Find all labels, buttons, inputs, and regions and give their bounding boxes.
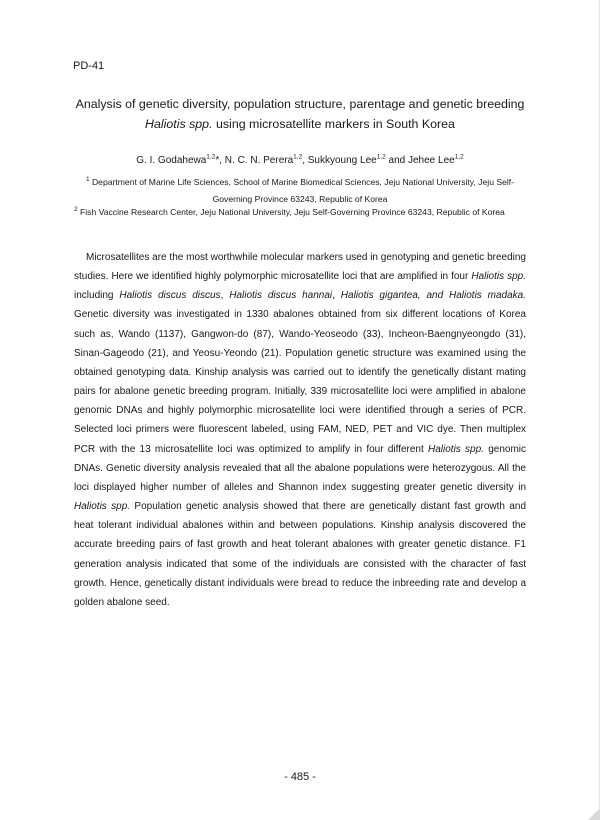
affiliation-2-sup: 2 bbox=[74, 206, 78, 214]
abstract-text: genomic DNAs. Genetic diversity analysis revealed that all the abalone populations were heterozygous. All the loci displayed higher number of alleles and Shannon index suggesting greater genetic diversity in bbox=[74, 443, 526, 493]
species-name: Haliotis gigantea, and Haliotis madaka. bbox=[340, 290, 527, 302]
abstract-text: Genetic diversity was investigated in 1330 abalones obtained from six different locations of Korea such as, Wando (1137), Gangwon-do (87), Wando-Yeoseodo (33), Incheon-Baengnyeongdo (31), Sinan-Gageodo (21), and Yeosu-Yeondo (21). Population genetic structure was examined using the obtained genotyping data. Kinship analysis was carried out to identify the genetically distant mating pairs for abalone genetic breeding program. Initially, 339 microsatellite loci were amplified in abalone genomic DNAs and highly polymorphic microsatellite loci were identified through a series of PCR. Selected loci primers were fluorescent labeled, using FAM, NED, PET and VIC dye. Then multiplex PCR with the 13 microsatellite loci was optimized to amplify in four different bbox=[74, 309, 526, 455]
paper-title bbox=[60, 94, 540, 134]
author-3: , Sukkyoung Lee bbox=[302, 155, 377, 166]
species-name: Haliotis discus hannai bbox=[229, 290, 333, 302]
affiliation-2-text: Fish Vaccine Research Center, Jeju National University, Jeju Self-Governing Province 63243, Republic of Korea bbox=[77, 207, 505, 217]
author-4-sup: 1,2 bbox=[454, 153, 464, 161]
species-name: Haliotis spp. bbox=[74, 501, 131, 513]
author-4: and Jehee Lee bbox=[385, 155, 455, 166]
title-rest: using microsatellite markers in South Korea bbox=[212, 117, 455, 131]
species-name: Haliotis spp. bbox=[471, 271, 527, 283]
abstract-text: Microsatellites are the most worthwhile molecular markers used in genotyping and genetic breeding studies. Here we identified highly polymorphic microsatellite loci that are amplified in four bbox=[74, 252, 526, 283]
abstract-text: , bbox=[332, 290, 341, 302]
author-2: *, N. C. N. Perera bbox=[215, 155, 294, 166]
author-1: G. I. Godahewa bbox=[136, 155, 207, 166]
page-number: - 485 - bbox=[284, 771, 316, 783]
affiliation-1 bbox=[74, 174, 526, 208]
author-1-sup: 1,2 bbox=[206, 153, 216, 161]
affiliation-2 bbox=[74, 204, 526, 221]
abstract-paragraph bbox=[74, 248, 526, 612]
title-species: Haliotis spp. bbox=[145, 117, 213, 131]
author-3-sup: 1,2 bbox=[376, 153, 386, 161]
species-name: Haliotis spp. bbox=[428, 443, 484, 455]
page-curl-corner bbox=[588, 808, 600, 820]
abstract-text: , bbox=[220, 290, 230, 302]
abstract bbox=[74, 248, 526, 612]
author-2-sup: 1,2 bbox=[293, 153, 303, 161]
title-line-1: Analysis of genetic diversity, population structure, parentage and genetic breeding bbox=[75, 97, 525, 111]
author-list bbox=[60, 155, 540, 166]
affiliation-1-sup: 1 bbox=[85, 176, 90, 184]
presentation-code: PD-41 bbox=[73, 60, 105, 72]
species-name: Haliotis discus discus bbox=[119, 290, 221, 302]
abstract-text: Population genetic analysis showed that there are genetically distant fast growth and heat tolerant individual abalones within and between populations. Kinship analysis discovered the accurate breeding pairs of fast growth and heat tolerant abalones with greater genetic distance. F1 generation analysis indicated that some of the individuals are consisted with the character of fast growth. Hence, genetically distant individuals were bread to reduce the inbreeding rate and develop a golden abalone seed. bbox=[74, 501, 527, 608]
affiliation-1-text: Department of Marine Life Sciences, School of Marine Biomedical Sciences, Jeju National University, Jeju Self-Governing Province 63243, Republic of Korea bbox=[89, 177, 515, 204]
title-line-2 bbox=[60, 114, 540, 134]
abstract-text: including bbox=[74, 290, 120, 302]
